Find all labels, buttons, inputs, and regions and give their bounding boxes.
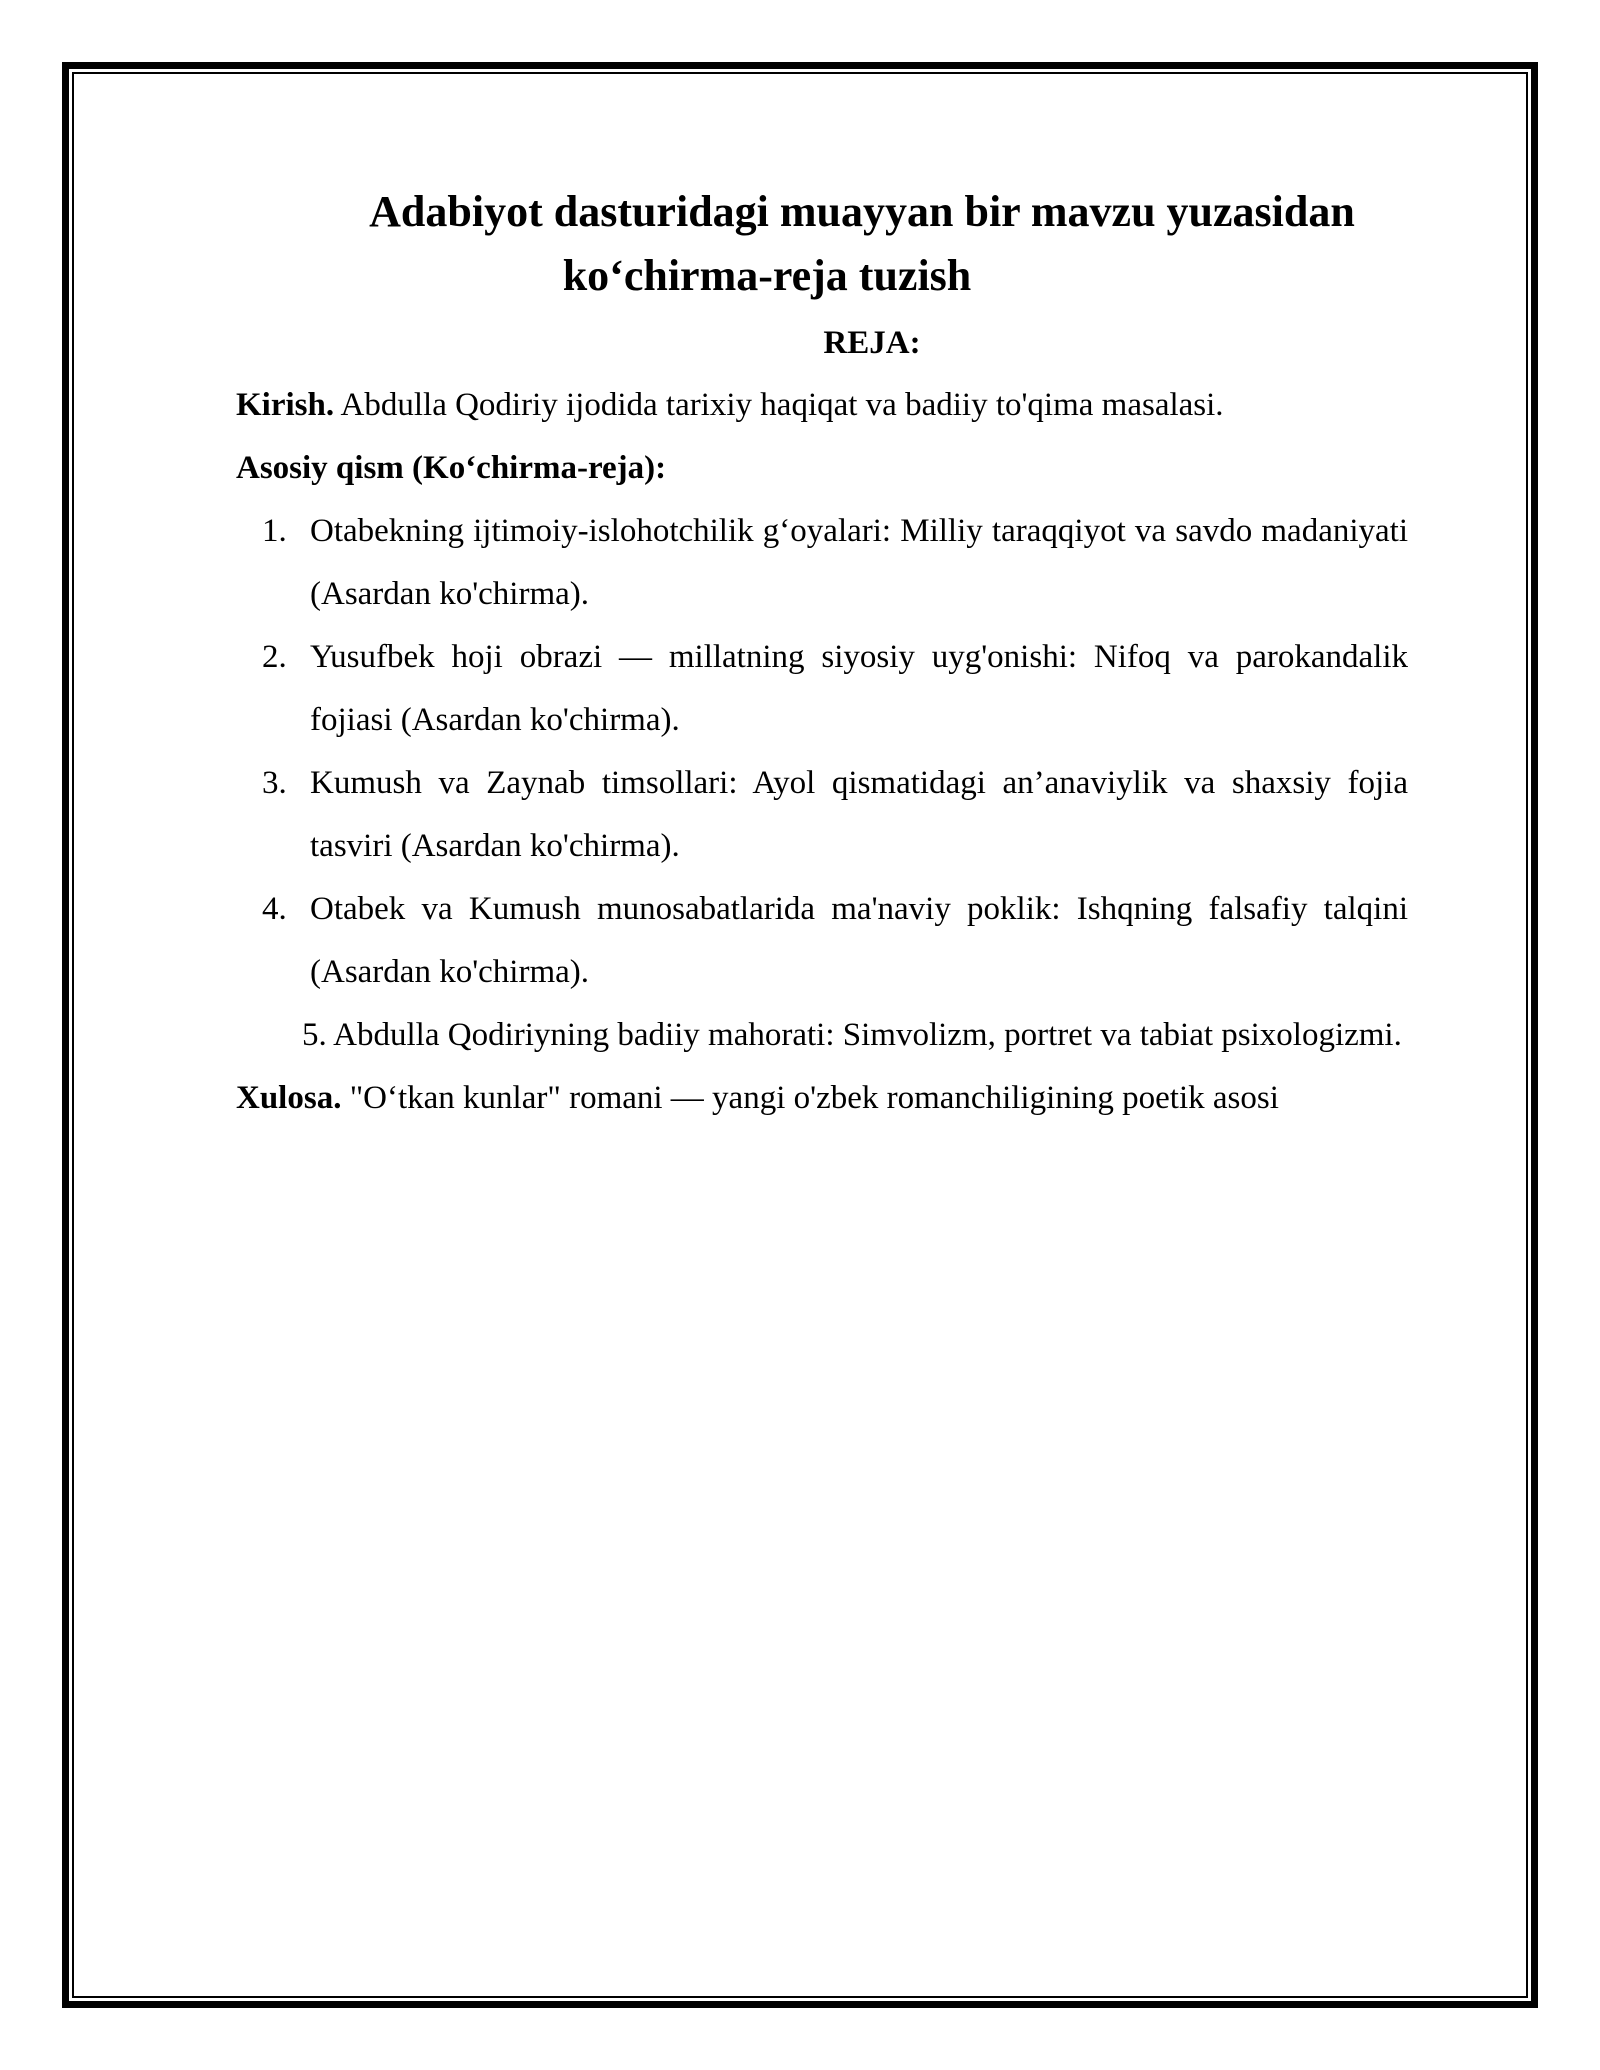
document-title: [236, 180, 1408, 308]
plan-item-text: Otabekning ijtimoiy-islohotchilik g‘oyalari: Milliy taraqqiyot va savdo madaniyati (Asardan ko'chirma).: [310, 513, 1408, 612]
plan-heading: REJA:: [823, 325, 921, 361]
conclusion-paragraph: [236, 1067, 1408, 1130]
main-part-heading: Asosiy qism (Ko‘chirma-reja):: [236, 450, 667, 486]
plan-item-text: Yusufbek hoji obrazi — millatning siyosiy uyg'onishi: Nifoq va parokandalik fojiasi (Asardan ko'chirma).: [310, 639, 1408, 738]
plan-item-5: [236, 1004, 1408, 1067]
conclusion-text: "O‘tkan kunlar" romani — yangi o'zbek romanchiligining poetik asosi: [341, 1080, 1279, 1116]
plan-item-text: Abdulla Qodiriyning badiiy mahorati: Simvolizm, portret va tabiat psixologizmi.: [326, 1017, 1402, 1053]
plan-item-number: 2.: [262, 639, 287, 675]
intro-label: Kirish.: [236, 387, 335, 423]
plan-item-number: 5.: [302, 1017, 327, 1053]
plan-item-1: [236, 500, 1408, 626]
title-line-2: ko‘chirma-reja tuzish: [562, 251, 972, 300]
plan-item-number: 1.: [262, 513, 287, 549]
plan-item-text: Otabek va Kumush munosabatlarida ma'naviy poklik: Ishqning falsafiy talqini (Asardan ko'chirma).: [310, 891, 1408, 990]
plan-item-number: 4.: [262, 891, 287, 927]
plan-item-text: Kumush va Zaynab timsollari: Ayol qismatidagi an’anaviylik va shaxsiy fojia tasviri (Asardan ko'chirma).: [310, 765, 1408, 864]
plan-item-2: [236, 626, 1408, 752]
plan-item-3: [236, 752, 1408, 878]
intro-paragraph: [236, 374, 1408, 437]
intro-text: Abdulla Qodiriy ijodida tarixiy haqiqat va badiiy to'qima masalasi.: [334, 387, 1224, 423]
document-body: [236, 180, 1408, 1130]
title-line-1: Adabiyot dasturidagi muayyan bir mavzu yuzasidan: [369, 187, 1355, 236]
conclusion-label: Xulosa.: [236, 1080, 342, 1116]
plan-item-4: [236, 878, 1408, 1004]
plan-list: [236, 500, 1408, 1067]
plan-item-number: 3.: [262, 765, 287, 801]
